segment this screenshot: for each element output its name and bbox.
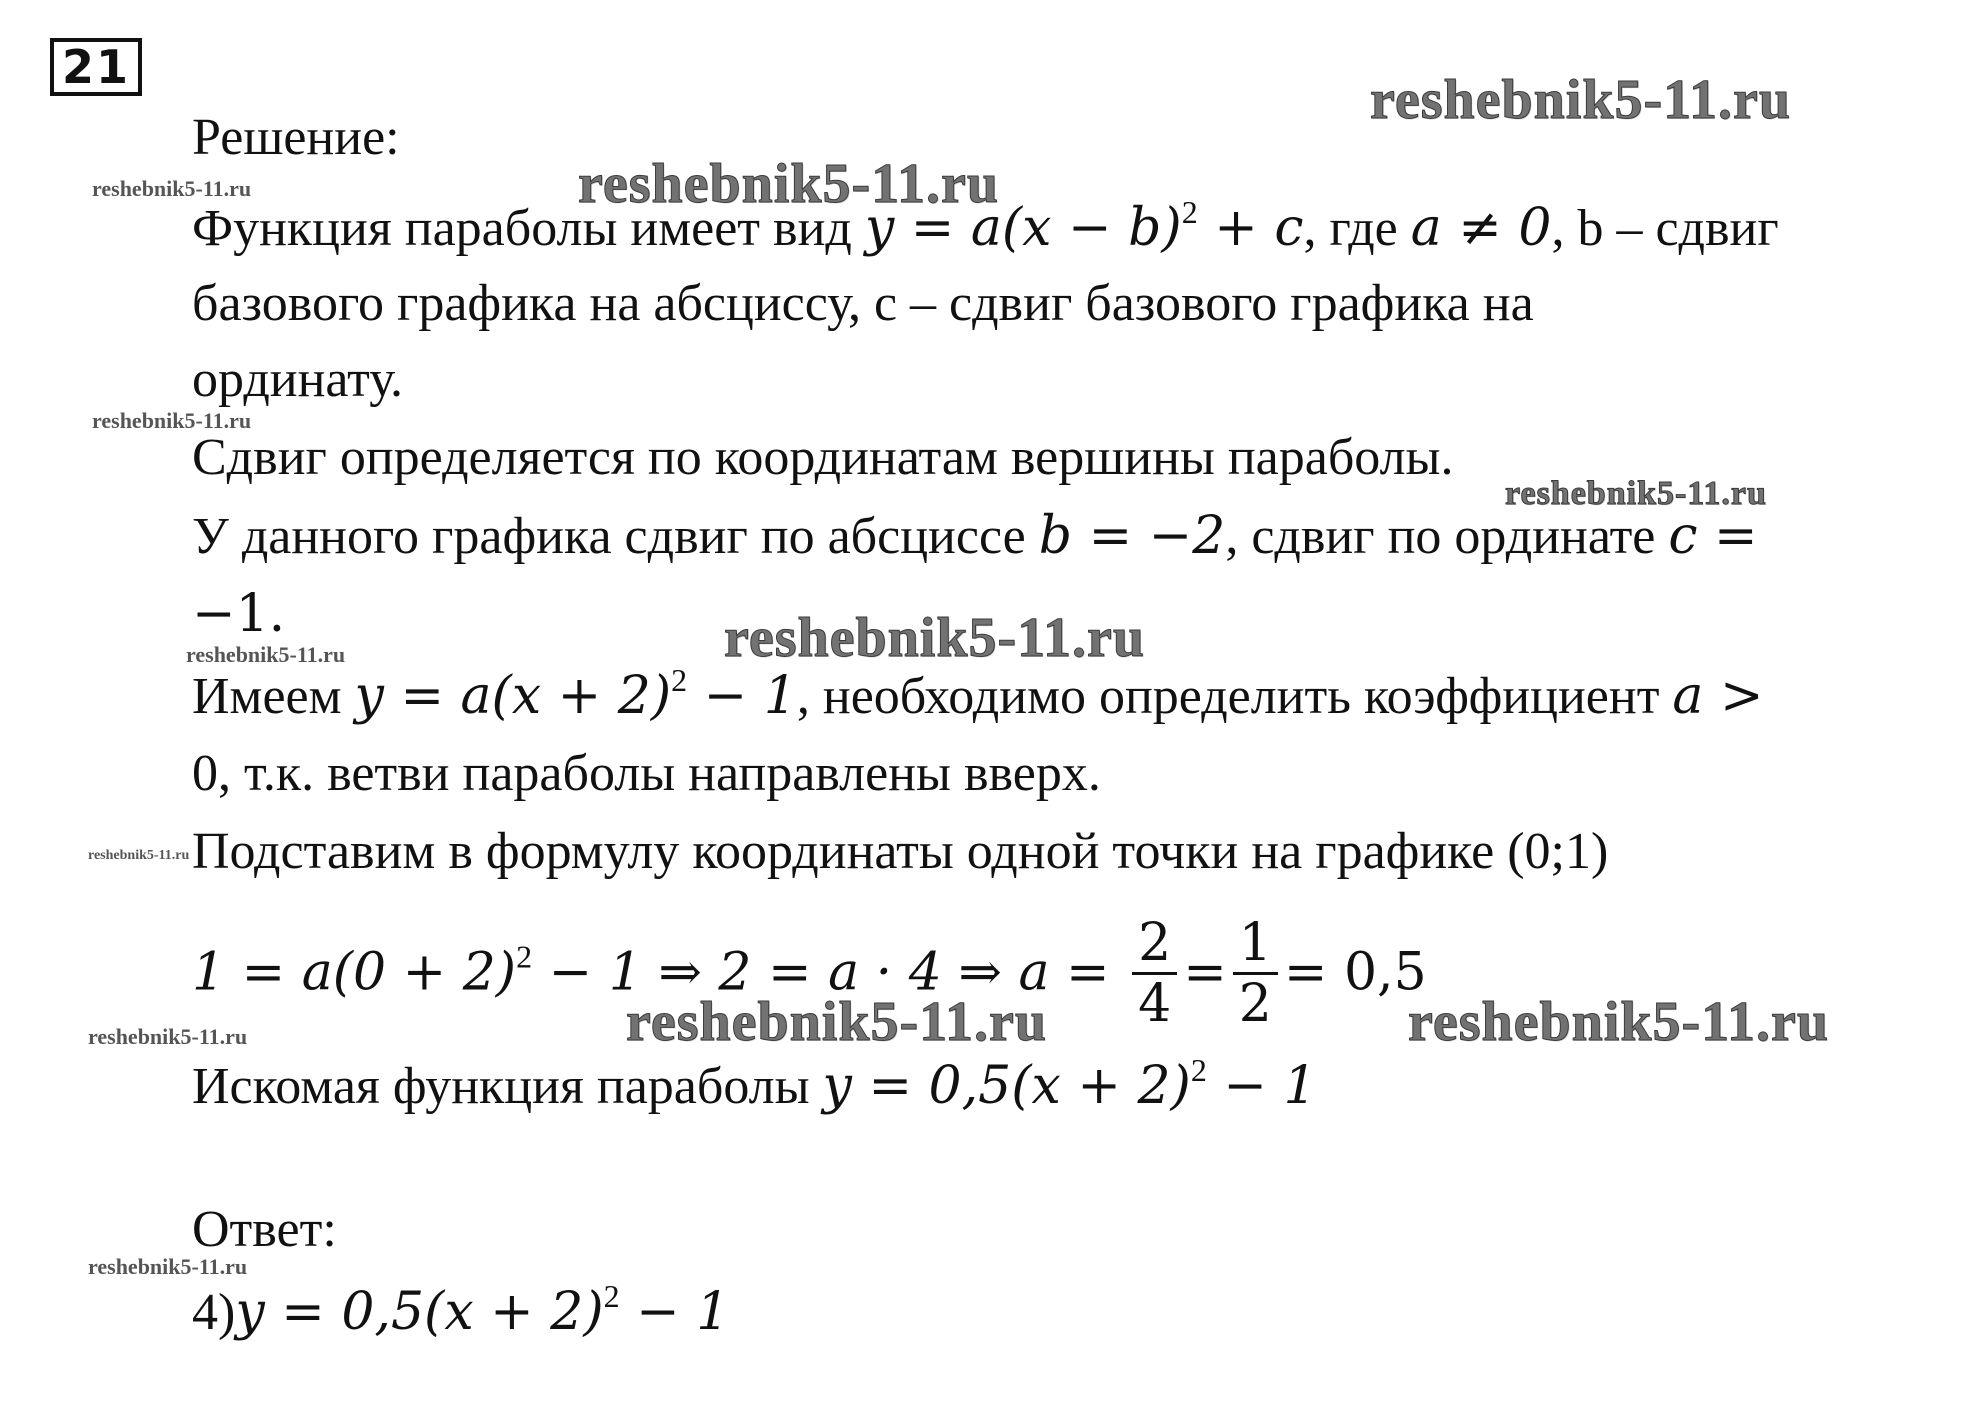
text-line: ординату. (192, 351, 403, 408)
fraction: $\frac{1}{2}$ (1233, 914, 1278, 1033)
text-line: Подставим в формулу координаты одной точки на графике (0;1) (192, 823, 1609, 880)
shift-line: У данного графика сдвиг по абсциссе b = −2, сдвиг по ординате c = (192, 506, 1758, 566)
watermark: reshebnik5-11.ru (1408, 991, 1830, 1053)
watermark: reshebnik5-11.ru (92, 176, 252, 201)
solution-heading: Решение: (192, 109, 400, 166)
text-line: базового графика на абсциссу, с – сдвиг базового графика на (192, 275, 1534, 332)
watermark: reshebnik5-11.ru (88, 1254, 248, 1279)
watermark: reshebnik5-11.ru (88, 1024, 248, 1049)
watermark: reshebnik5-11.ru (1505, 475, 1767, 512)
answer-label: Ответ: (192, 1201, 337, 1258)
parabola-form-line: Функция параболы имеет вид $y = a(x - b)^2 + c$, где a ≠ 0, b – сдвиг (192, 194, 1779, 258)
answer-line: $4)y = 0,5(x + 2)^2 - 1$ (192, 1278, 730, 1342)
text-line: −1. (192, 584, 286, 644)
watermark: reshebnik5-11.ru (1370, 69, 1792, 131)
watermark: reshebnik5-11.ru (724, 607, 1146, 669)
formula-line: Имеем $y = a(x + 2)^2 - 1$, необходимо определить коэффициент a > (192, 662, 1764, 726)
text-line: 0, т.к. ветви параболы направлены вверх. (192, 745, 1101, 802)
text-line: Сдвиг определяется по координатам вершины параболы. (192, 429, 1454, 486)
watermark: reshebnik5-11.ru (88, 848, 190, 863)
watermark: reshebnik5-11.ru (186, 642, 346, 667)
watermark: reshebnik5-11.ru (92, 408, 252, 433)
calculation-line: $1 = a(0 + 2)^2 - 1$ ⇒ 2 = a · 4 ⇒ a = $\frac{2}{4}$ = $\frac{1}{2}$ = 0,5 (192, 913, 1427, 1034)
problem-number-box: 21 (50, 38, 142, 96)
watermark: reshebnik5-11.ru (626, 991, 1048, 1053)
fraction: $\frac{2}{4}$ (1132, 914, 1177, 1033)
result-line: Искомая функция параболы $y = 0,5(x + 2)^2 - 1$ (192, 1052, 1317, 1116)
watermark: reshebnik5-11.ru (578, 153, 1000, 215)
